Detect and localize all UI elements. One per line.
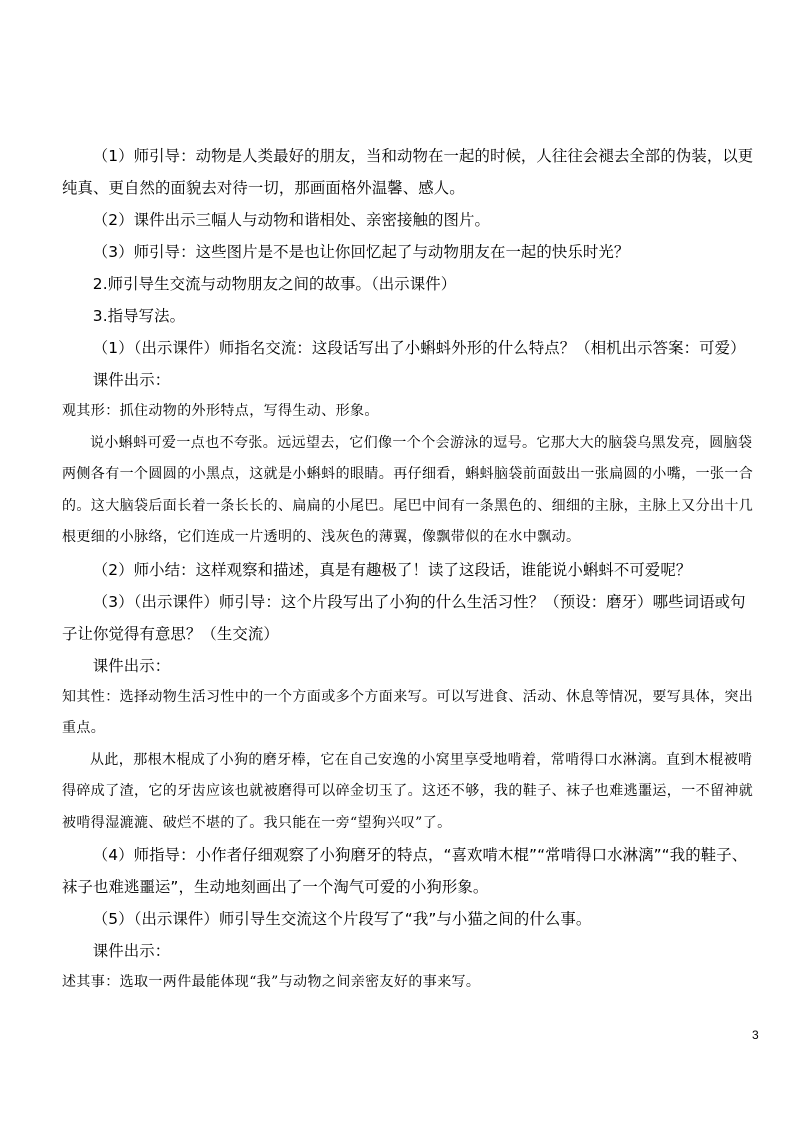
paragraph-tadpole-question: （1）（出示课件）师指名交流：这段话写出了小蝌蚪外形的什么特点？（相机出示答案：可爱） [92,339,746,357]
paragraph-teacher-instruction: （4）师指导：小作者仔细观察了小狗磨牙的特点，“喜欢啃木棍”“常啃得口水淋漓”“我的鞋子、袜子也难逃噩运”，生动地刻画出了一个淘气可爱的小狗形象。 [62,846,748,896]
paragraph-courseware-label-1: 课件出示： [92,371,171,389]
page-number: 3 [752,1028,759,1042]
paragraph-teacher-summary: （2）师小结：这样观察和描述，真是有趣极了！读了这段话，谁能说小蝌蚪不可爱呢？ [92,560,692,579]
paragraph-kitten-question: （5）（出示课件）师引导生交流这个片段写了“我”与小猫之间的什么事。 [92,910,592,928]
paragraph-teacher-guide-3: （3）师引导：这些图片是不是也让你回忆起了与动物朋友在一起的快乐时光？ [92,243,630,261]
document-body [62,140,758,999]
paragraph-teacher-guide-1: （1）师引导：动物是人类最好的朋友，当和动物在一起的时候，人往往会褪去全部的伪装，以更纯真、更自然的面貌去对待一切，那画面格外温馨、感人。 [62,147,754,197]
paragraph-step-2: 2.师引导生交流与动物朋友之间的故事。（出示课件） [92,275,457,293]
paragraph-describe-events: 述其事：选取一两件最能体现“我”与动物之间亲密友好的事来写。 [62,974,481,990]
paragraph-puppy-question: （3）（出示课件）师引导：这个片段写出了小狗的什么生活习性？（预设：磨牙）哪些词语或句子让你觉得有意思？（生交流） [62,592,746,643]
paragraph-courseware-label-3: 课件出示： [92,942,171,960]
paragraph-courseware-label-2: 课件出示： [92,656,171,675]
paragraph-courseware-pictures: （2）课件出示三幅人与动物和谐相处、亲密接触的图片。 [92,211,490,229]
paragraph-tadpole-excerpt: 说小蝌蚪可爱一点也不夸张。远远望去，它们像一个个会游泳的逗号。它那大大的脑袋乌黑发亮，圆脑袋两侧各有一个圆圆的小黑点，这就是小蝌蚪的眼睛。再仔细看，蝌蚪脑袋前面鼓出一张扁圆的小嘴，一张一合的。这大脑袋后面长着一条长长的、扁扁的小尾巴。尾巴中间有一条黑色的、细细的主脉，主脉上又分出十几根更细的小脉络，它们连成一片透明的、浅灰色的薄翼，像飘带似的在水中飘动。 [62,434,754,545]
paragraph-know-habits: 知其性：选择动物生活习性中的一个方面或多个方面来写。可以写进食、活动、休息等情况，要写具体，突出重点。 [62,688,754,736]
paragraph-puppy-excerpt: 从此，那根木棍成了小狗的磨牙棒，它在自己安逸的小窝里享受地啃着，常啃得口水淋漓。直到木棍被啃得碎成了渣，它的牙齿应该也就被磨得可以碎金切玉了。这还不够，我的鞋子、袜子也难逃噩运，一不留神就被啃得湿漉漉、破烂不堪的了。我只能在一旁“望狗兴叹”了。 [62,751,754,831]
paragraph-observe-shape: 观其形：抓住动物的外形特点，写得生动、形象。 [62,403,379,419]
paragraph-step-3: 3.指导写法。 [92,307,186,325]
